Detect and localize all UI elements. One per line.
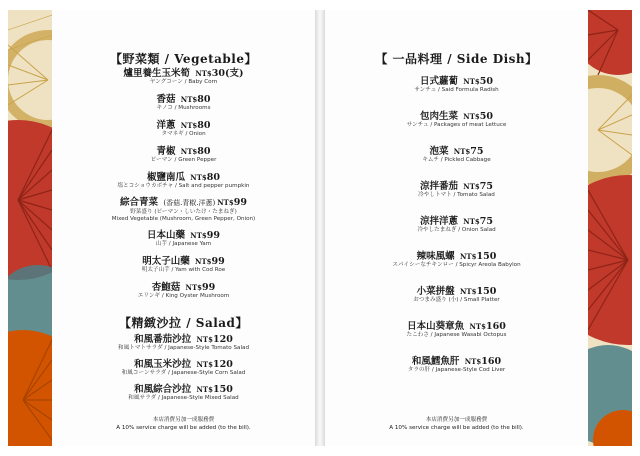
notice-zh: 本店消費另加一成服務費 [425,417,488,423]
item-subtitle: 冷やしトマト / Tomato Salad [418,192,495,198]
menu-item: 香菇 NT$80 キノコ / Mushrooms [52,94,315,112]
item-name: 日式蘿蔔 [419,76,458,87]
item-subtitle: エリンギ / King Oyster Mushroom [137,293,230,299]
item-note: (香菇.青椒.洋蔥) [163,199,216,207]
item-subtitle: 山芋 / Japanese Yam [155,241,212,247]
item-name: 和風鱈魚肝 [411,356,460,367]
item-name: 和風番茄沙拉 [134,334,192,345]
item-name: 洋蔥 [156,120,176,131]
fan-pattern-right [588,10,632,446]
item-price: 30(支) [211,68,244,79]
item-price: 75 [479,181,494,192]
item-subtitle: サンチュ / Packages of meat Lettuce [406,122,507,128]
menu-item: 泡菜 NT$75 キムチ / Pickled Cabbage [325,146,588,164]
menu-item: 日本山葵章魚 NT$160 たこわさ / Japanese Wasabi Octopus [325,321,588,339]
item-name: 爐里養生玉米筍 [123,68,190,79]
menu-item: 日本山藥 NT$99 山芋 / Japanese Yam [52,230,315,248]
item-subtitle: 野菜盛り (ピーマン・しいたけ・たまねぎ) [130,209,237,215]
item-price: 150 [476,286,497,297]
item-name: 綜合青菜 [120,197,159,208]
item-name: 日本山藥 [146,230,185,241]
item-name: 青椒 [156,146,176,157]
menu-item: 爐里養生玉米筍 NT$30(支) ヤングコーン / Baby Corn [52,68,315,86]
menu-item: 小菜拼盤 NT$150 おつまみ盛り (小) / Small Platter [325,286,588,304]
item-subtitle: 和風サラダ / Japanese-Style Mixed Salad [128,395,239,401]
item-price: 80 [197,94,211,105]
item-subtitle: ヤングコーン / Baby Corn [149,79,218,85]
item-price: 75 [479,216,494,227]
fan-pattern-left-art [8,10,52,446]
item-price: 120 [212,359,233,370]
item-subtitle: スパイシーなチキンロー / Spicyr Areola Babylon [392,262,521,268]
item-price: 150 [476,251,497,262]
item-subtitle: 明太子山芋 / Yam with Cod Roe [141,267,226,273]
menu-item: 椒鹽南瓜 NT$80 塩とコショウカボチャ / Salt and pepper pumpkin [52,172,315,190]
menu-item: 和風番茄沙拉 NT$120 和風トマトサラダ / Japanese-Style Tomato Salad [52,334,315,352]
section-title-side-dish: 【 一品料理 / Side Dish】 [375,52,538,66]
item-subtitle: サンチュ / Said Formula Radish [414,87,499,93]
item-name: 杏鮑菇 [151,282,181,293]
menu-item: 日式蘿蔔 NT$50 サンチュ / Said Formula Radish [325,76,588,94]
item-name: 和風綜合沙拉 [134,384,192,395]
section-title-vegetable: 【野菜類 / Vegetable】 [109,52,257,66]
item-subtitle: ピーマン / Green Pepper [150,157,217,163]
item-price: 160 [485,321,506,332]
menu-item: 杏鮑菇 NT$99 エリンギ / King Oyster Mushroom [52,282,315,300]
item-price: 160 [481,356,502,367]
item-subtitle: 冷やしたまねぎ / Onion Salad [417,227,496,233]
menu-spread [8,10,632,446]
menu-item: 辣味風螺 NT$150 スパイシーなチキンロー / Spicyr Areola Babylon [325,251,588,269]
fan-pattern-right-art [588,10,632,446]
item-subtitle: たこわさ / Japanese Wasabi Octopus [406,332,507,338]
menu-item: 包肉生菜 NT$50 サンチュ / Packages of meat Lettuce [325,111,588,129]
right-page [325,10,588,446]
item-price: 50 [479,76,494,87]
item-name: 涼拌洋蔥 [419,216,458,227]
menu-item: 明太子山藥 NT$99 明太子山芋 / Yam with Cod Roe [52,256,315,274]
item-subtitle: キムチ / Pickled Cabbage [422,157,491,163]
item-price: 80 [197,146,211,157]
item-subtitle: おつまみ盛り (小) / Small Platter [413,297,500,303]
notice-en: A 10% service charge will be added (to the bill). [389,425,524,431]
service-charge-notice [52,416,315,432]
item-name: 椒鹽南瓜 [146,172,185,183]
menu-item: 涼拌番茄 NT$75 冷やしトマト / Tomato Salad [325,181,588,199]
menu-item: 和風鱈魚肝 NT$160 タラの肝 / Japanese-Style Cod Liver [325,356,588,374]
section-title-salad: 【精緻沙拉 / Salad】 [119,316,248,330]
book-gutter [315,10,325,446]
item-subtitle: 塩とコショウカボチャ / Salt and pepper pumpkin [117,183,250,189]
item-name: 涼拌番茄 [419,181,458,192]
menu-item: 綜合青菜 (香菇.青椒.洋蔥) NT$99 野菜盛り (ピーマン・しいたけ・たまねぎ) Mixed Vegetable (Mushroom, Green Pepper, Onion) [52,197,315,223]
item-price: 80 [206,172,221,183]
notice-zh: 本店消費另加一成服務費 [152,417,215,423]
notice-en: A 10% service charge will be added (to the bill). [116,425,251,431]
item-price: 99 [206,230,221,241]
item-name: 明太子山藥 [142,256,190,267]
item-price: 150 [212,384,233,395]
menu-item: 洋蔥 NT$80 タマネギ / Onion [52,120,315,138]
menu-item: 涼拌洋蔥 NT$75 冷やしたまねぎ / Onion Salad [325,216,588,234]
item-subtitle: キノコ / Mushrooms [156,105,211,111]
item-name: 辣味風螺 [416,251,455,262]
menu-item: 青椒 NT$80 ピーマン / Green Pepper [52,146,315,164]
item-price: 75 [470,146,484,157]
item-name: 包肉生菜 [419,111,458,122]
item-name: 和風玉米沙拉 [134,359,192,370]
item-subtitle: 和風コーンサラダ / Japanese-Style Corn Salad [121,370,246,376]
item-name: 泡菜 [429,146,449,157]
item-price: 80 [197,120,211,131]
menu-item: 和風綜合沙拉 NT$150 和風サラダ / Japanese-Style Mixed Salad [52,384,315,402]
item-subtitle: 和風トマトサラダ / Japanese-Style Tomato Salad [117,345,250,351]
item-price: 50 [479,111,494,122]
service-charge-notice [325,416,588,432]
item-subtitle: タラの肝 / Japanese-Style Cod Liver [407,367,506,373]
item-subtitle: タマネギ / Onion [161,131,206,137]
item-price: 99 [211,256,225,267]
menu-item: 和風玉米沙拉 NT$120 和風コーンサラダ / Japanese-Style Corn Salad [52,359,315,377]
item-name: 香菇 [156,94,176,105]
item-price: 120 [212,334,233,345]
item-price: 99 [233,197,247,208]
item-name: 小菜拼盤 [416,286,455,297]
fan-pattern-left [8,10,52,446]
item-subtitle-2: Mixed Vegetable (Mushroom, Green Pepper, Onion) [111,216,256,222]
left-page [52,10,315,446]
item-price: 99 [202,282,216,293]
item-name: 日本山葵章魚 [407,321,465,332]
